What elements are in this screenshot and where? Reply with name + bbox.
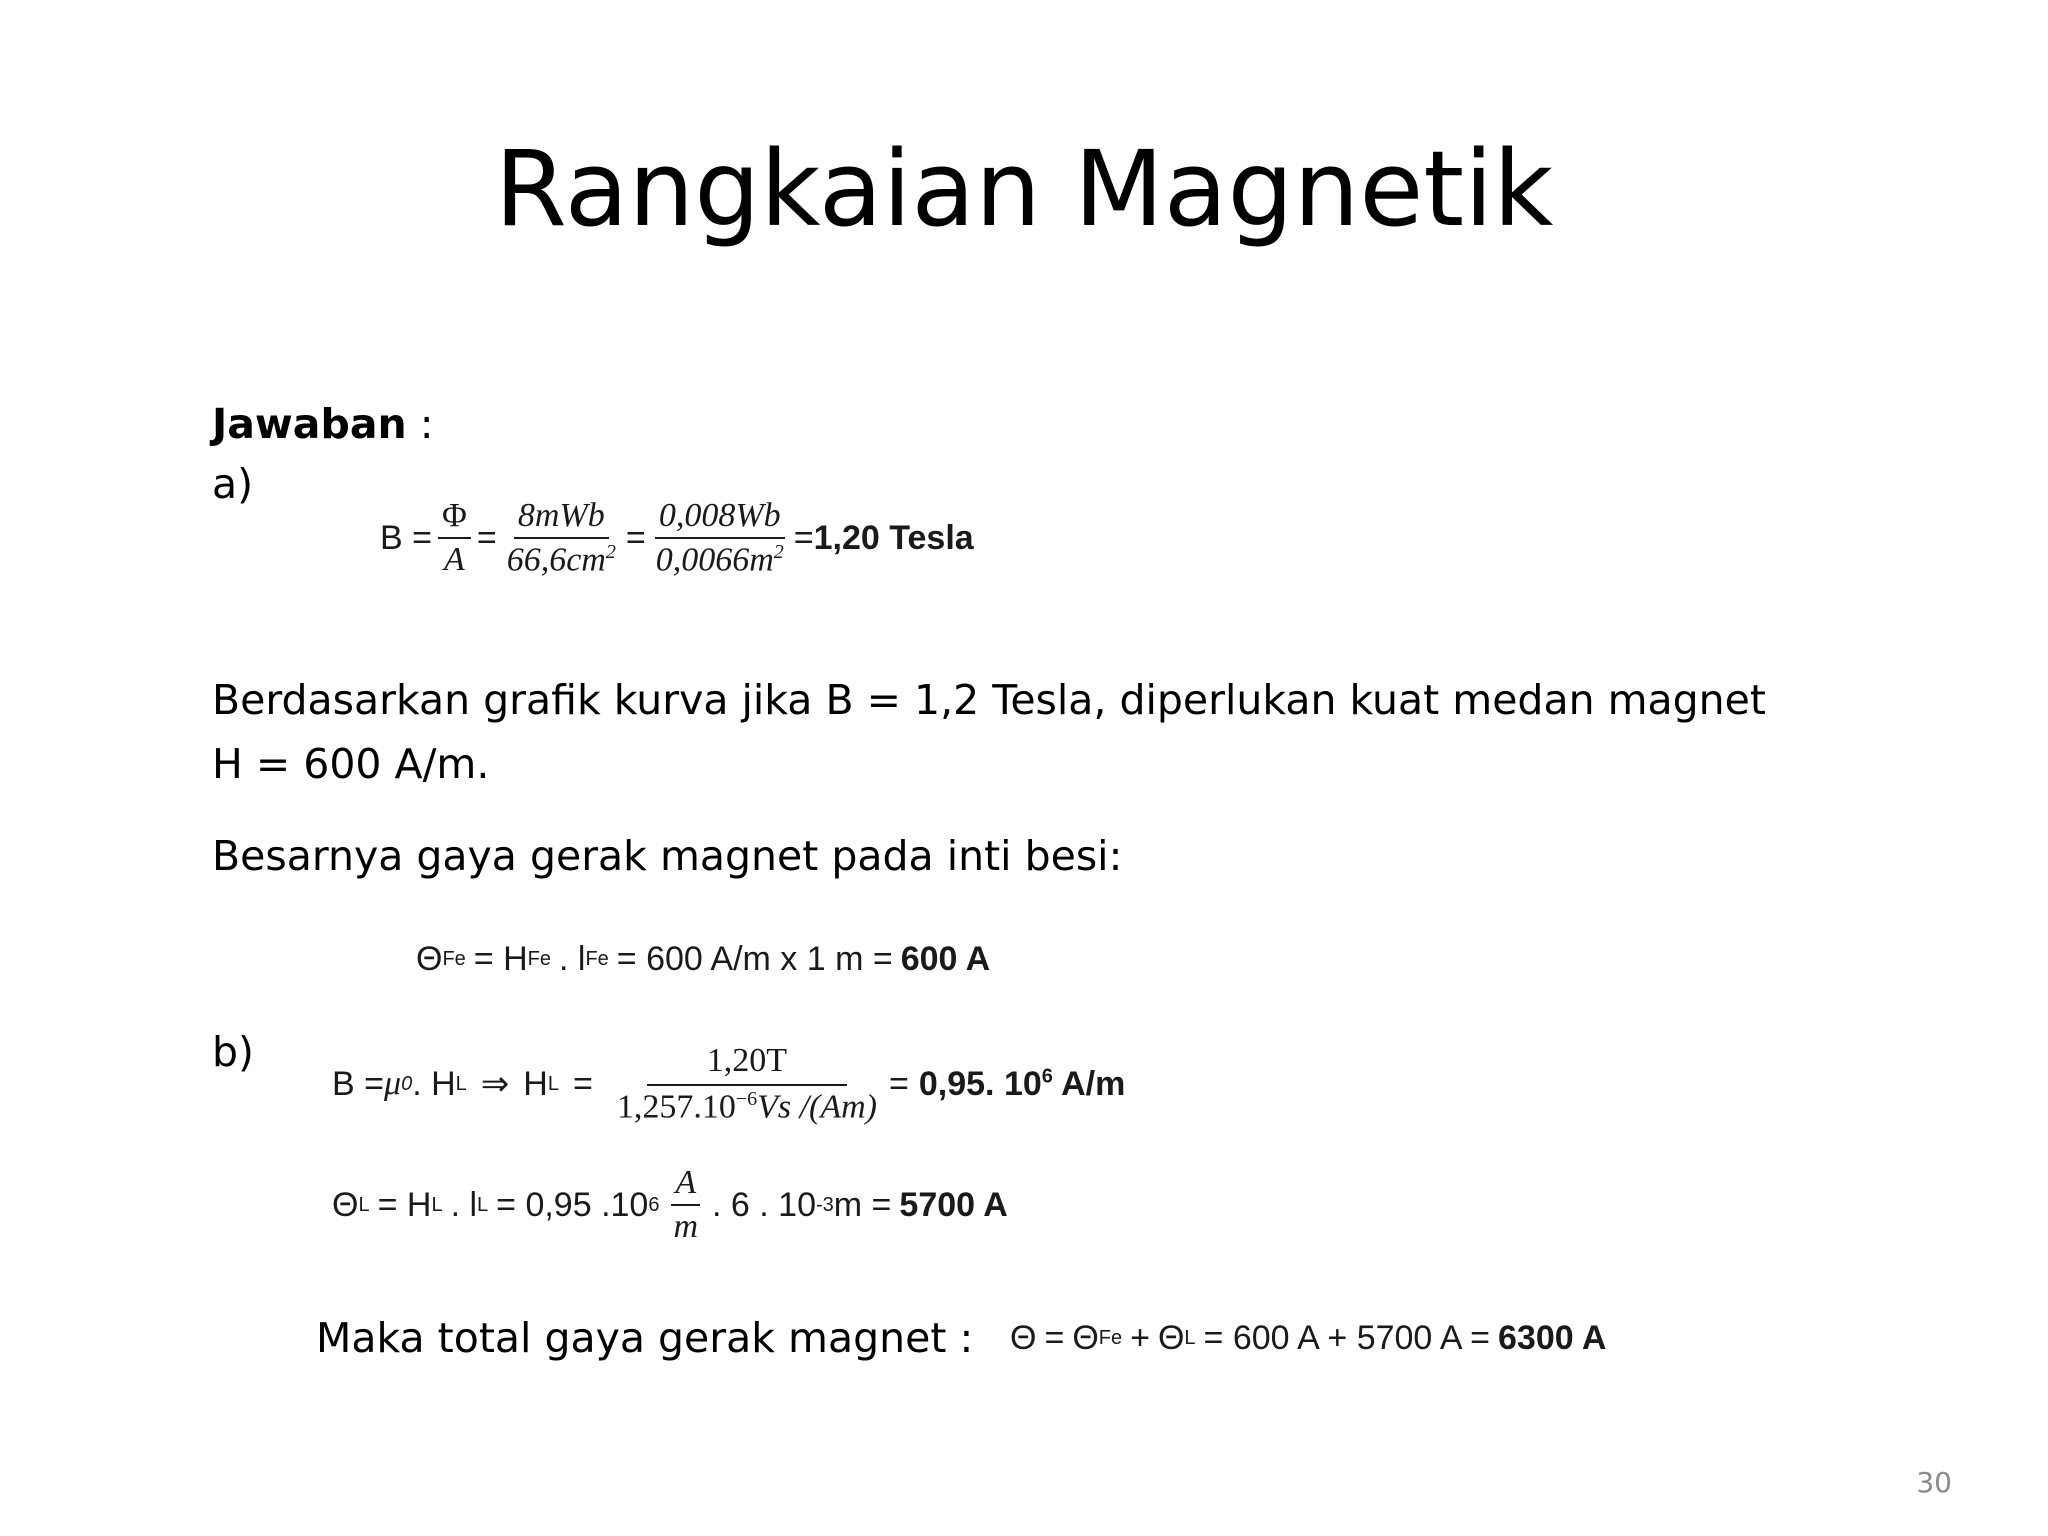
- equation-total: [1010, 1312, 1606, 1364]
- eq-a-lhs: B =: [380, 518, 432, 557]
- eq-b2-rest-exp: -3: [815, 1193, 834, 1216]
- eq-fe-sub-2: Fe: [527, 947, 551, 970]
- eq-fe-h: = H: [473, 939, 528, 978]
- eq-fe-sub-3: Fe: [585, 947, 609, 970]
- paragraph-line-1: Berdasarkan grafik kurva jika B = 1,2 Tesla, diperlukan kuat medan magnet: [212, 676, 1766, 724]
- eq-b2-frac-den: m: [673, 1208, 699, 1245]
- eq-total-result: 6300 A: [1498, 1318, 1607, 1357]
- paragraph-2: Besarnya gaya gerak magnet pada inti besi:: [212, 832, 1123, 880]
- eq-b1-sub-1: L: [455, 1072, 467, 1095]
- implies-icon: ⇒: [480, 1065, 510, 1103]
- eq-b1-mu-sub: 0: [401, 1072, 413, 1095]
- eq-total-theta: Θ: [1010, 1318, 1037, 1357]
- eq-b1-fraction: [613, 1042, 881, 1126]
- total-label: Maka total gaya gerak magnet :: [316, 1314, 974, 1362]
- equation-fe: [416, 934, 990, 984]
- paragraph-line-2: H = 600 A/m.: [212, 740, 490, 788]
- eq-b1-den-base: 1,257.10: [616, 1088, 736, 1126]
- part-a-label: a): [212, 460, 254, 508]
- eq-b2-frac-num: A: [671, 1164, 700, 1206]
- eq-b1-eq-2: =: [889, 1064, 909, 1103]
- eq-b1-result-pre: 0,95. 10: [918, 1064, 1042, 1103]
- eq-b2-sub-3: L: [477, 1193, 489, 1216]
- eq-b1-sub-2: L: [547, 1072, 559, 1095]
- eq-a-f3-num: 0,008Wb: [655, 497, 785, 539]
- eq-b2-h: = H: [377, 1185, 432, 1224]
- eq-total-rest: = 600 A + 5700 A =: [1203, 1318, 1491, 1357]
- eq-a-eq-1: =: [476, 518, 497, 557]
- eq-total-theta-l: Θ: [1157, 1318, 1185, 1357]
- eq-b1-result-unit: A/m: [1052, 1064, 1126, 1103]
- eq-b1-eq: =: [572, 1064, 593, 1103]
- eq-a-eq-3: =: [793, 518, 814, 557]
- eq-b1-h: . H: [412, 1064, 456, 1103]
- eq-a-fraction-2: [503, 497, 620, 579]
- eq-a-f3-den-exp: 2: [773, 540, 784, 563]
- eq-fe-l: . l: [559, 939, 586, 978]
- eq-b2-rest: . 6 . 10: [712, 1185, 816, 1224]
- eq-b1-den-exp: −6: [735, 1087, 758, 1110]
- eq-a-eq-2: =: [625, 518, 646, 557]
- eq-b2-val: = 0,95 .10: [496, 1185, 649, 1224]
- eq-total-eq: =: [1044, 1318, 1065, 1357]
- eq-b1-den-unit: Vs /(Am): [757, 1088, 878, 1126]
- eq-a-f2-den-base: 66,6cm: [506, 541, 606, 579]
- eq-a-f1-den: A: [444, 541, 465, 578]
- eq-fe-theta: Θ: [416, 939, 443, 978]
- answer-colon: :: [406, 400, 434, 448]
- eq-a-fraction-1: [438, 497, 471, 579]
- eq-a-result: 1,20 Tesla: [813, 518, 974, 557]
- eq-fe-rest: = 600 A/m x 1 m =: [616, 939, 893, 978]
- eq-b2-sub-1: L: [358, 1193, 370, 1216]
- eq-b1-den: [613, 1086, 881, 1126]
- equation-b1: [332, 1024, 1125, 1144]
- eq-fe-result: 600 A: [900, 939, 991, 978]
- equation-a: [380, 488, 974, 588]
- answer-heading: [212, 392, 434, 456]
- eq-a-f1-num: Φ: [438, 497, 471, 539]
- eq-b2-rest2: m =: [833, 1185, 892, 1224]
- eq-b1-mu: μ: [383, 1065, 402, 1102]
- eq-a-f2-den-exp: 2: [605, 540, 616, 563]
- eq-total-plus: +: [1130, 1318, 1150, 1357]
- eq-b1-lhs: B =: [332, 1064, 384, 1103]
- eq-b2-theta: Θ: [332, 1185, 359, 1224]
- eq-b1-result: [919, 1065, 1125, 1104]
- answer-label: Jawaban: [212, 400, 407, 448]
- eq-b2-sub-2: L: [431, 1193, 443, 1216]
- eq-b2-fraction: [669, 1164, 702, 1246]
- equation-b2: [332, 1150, 1008, 1260]
- eq-total-theta-fe: Θ: [1072, 1318, 1099, 1357]
- eq-a-f2-den: [503, 539, 620, 579]
- part-b-label: b): [212, 1028, 255, 1076]
- eq-a-fraction-3: [652, 497, 788, 579]
- eq-a-f3-den-base: 0,0066m: [655, 541, 774, 579]
- eq-b1-num: 1,20T: [647, 1042, 847, 1086]
- eq-b1-h2: H: [523, 1064, 548, 1103]
- eq-a-f2-num: 8mWb: [514, 497, 609, 539]
- eq-total-sub-l: L: [1184, 1326, 1196, 1349]
- eq-b1-result-exp: 6: [1041, 1065, 1053, 1088]
- eq-b2-val-exp: 6: [648, 1193, 660, 1216]
- page-number: 30: [1916, 1466, 1952, 1499]
- eq-b2-result: 5700 A: [899, 1185, 1008, 1224]
- eq-b2-l: . l: [450, 1185, 478, 1224]
- eq-total-sub-fe: Fe: [1098, 1326, 1123, 1349]
- slide-title: Rangkaian Magnetik: [494, 128, 1554, 250]
- eq-a-f3-den: [652, 539, 788, 579]
- eq-fe-sub-1: Fe: [442, 947, 466, 970]
